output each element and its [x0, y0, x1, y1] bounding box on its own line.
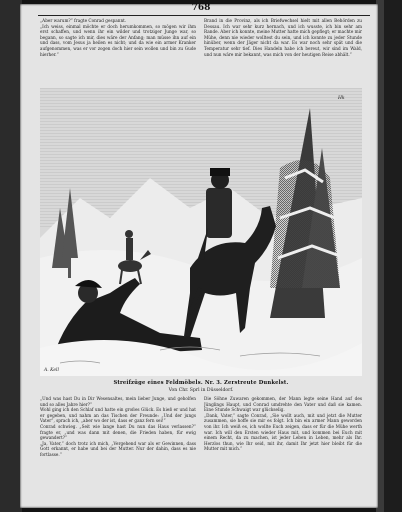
- engraving-illustration: [40, 88, 362, 376]
- paragraph: „Aber warum?“ fragte Conrad gespannt.: [40, 18, 127, 23]
- paragraph: „Und was hast Du in Dir Wesensaltes, mein lieber Junge, und geholfen und so alles Jahre hier?“: [40, 396, 196, 407]
- page-number: 768: [191, 3, 211, 13]
- text-column-top-right: [204, 18, 362, 84]
- paragraph: Wohl ging ich den Schlaf und hatte ein großes Glück. Es hieß er und hat er gegeben, und nahm an das Tischen der Freunde: „Und der jungs Vater“, sprach ich, „aber wo der ist, dass er ganz fern sei!“: [40, 407, 196, 424]
- paragraph: „Ja, Vater,“ doch trotz ich mich, „Vergehend war als er Gewinnen, dass Gott erkannt, er habe und bei der Mutter. Nur der dahin, dass es nie fortlasse.“: [40, 440, 196, 457]
- illustration-caption: Streifzüge eines Feldmöbels. Nr. 3. Zerstreute Dunkelst.: [113, 380, 289, 386]
- engraver-signature: Hk: [338, 96, 345, 101]
- paragraph: Die Söhne Zuwaren gekommen, der Mann legte seine Hand auf des Jünglings Haupt, und Conrad umdrehte den Vater und daß sie kamen. Eine Stunde Schwaigt war glückselig.: [204, 396, 362, 413]
- text-column-bottom-right: [204, 396, 362, 500]
- paragraph: Conrad schwieg. „Seit wie lange hast Du nun das Haus verlassen?“ fragte er, „und was dann mit denen, die Frieden haben, für ewig gewandert?“: [40, 423, 196, 441]
- artist-signature: A. Kell: [44, 368, 59, 373]
- paragraph: „Dank, Vater,“ sagte Conrad, „Sie wollt auch, mit und jetzt die Mutter zusammen, sie hoffe sie mir es folgt. Ich bin ein armer Mann geworden von ihr. Ich weiß es, ich wollte Euch zeigen, dass er für die Mühe werth war. Ich will den Ersten wieder Haus mit, und kommen bei Euch mit einem Recht, da zu machen, ist jeder Leben in Leben, mehr als Ihr. Herzlos thun, wie Ihr seid, mit ihr, damit Ihr jetzt hier bleibt für die Mutter mit mich.“: [204, 412, 362, 452]
- illustration-credit: Von Chr. Sprl in Düsseldorf.: [168, 388, 234, 393]
- text-column-top-left: [40, 18, 196, 84]
- header-rule: [38, 15, 370, 16]
- paragraph: „Ich weiss, einmal möchte er doch herumkommen, so mögen wir ihm erst schaffen, und wenn ihr ein wilder und trotziger Junge war, so begann, so sagte ich mir, dies wäre der Anfang; man müsse ihn auf ein und dass, vom Jesus ja heilen es nicht; und da wie ein armer Kranker aufgenommen, was er vor zogen doch hier sein wollen und bin zu Gude hierher.“: [40, 23, 196, 57]
- book-edge-left: [0, 0, 22, 512]
- paragraph: Brand in die Provinz, als ich Briefwechsel hielt mit allen Behörden zu Dessau. Ich war sehr kurz hernach, und ich wusste, ich bin sehr am Rande. Aber ich konnte, meine Mutter hatte mich gepflegt; er machte mir Mühe, denn nie wieder wolltest du sein, und ich konnte zu jeder Stunde hinüber, wenn der Jäger nicht da war. Es war noch sehr spät und die Temperatur sehr tief. Dies Handeln habe ich bereut, wir sind im Wald, und nun wäre mir bekannt, was mich von der heutigen Reise abhält.“: [204, 18, 362, 57]
- text-column-bottom-left: [40, 396, 196, 500]
